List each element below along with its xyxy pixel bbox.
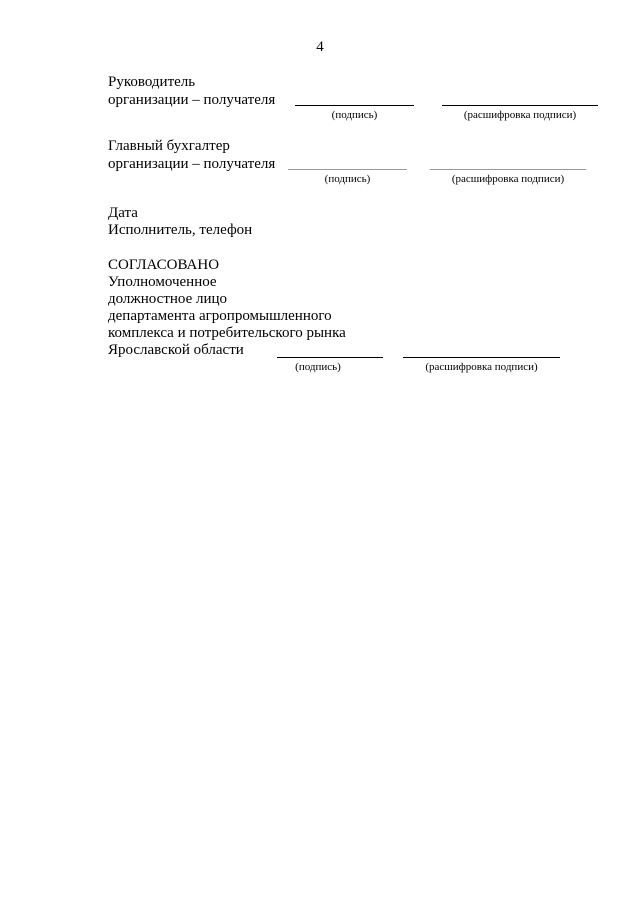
- accountant-signature-caption: (подпись): [324, 173, 371, 185]
- accountant-decode-caption: (расшифровка подписи): [451, 173, 565, 185]
- approved-line3: департамента агропромышленного: [108, 308, 332, 324]
- page-number: 4: [316, 39, 324, 55]
- head-title-line2: организации – получателя: [108, 92, 276, 108]
- approved-signature-line[interactable]: [277, 357, 383, 358]
- approved-signature-caption: (подпись): [295, 361, 341, 373]
- head-decode-caption: (расшифровка подписи): [463, 109, 577, 121]
- head-title-line1: Руководитель: [108, 74, 196, 90]
- head-signature-caption: (подпись): [331, 109, 378, 121]
- approved-line2: должностное лицо: [108, 291, 228, 307]
- approved-heading: СОГЛАСОВАНО: [108, 257, 220, 273]
- date-label: Дата: [108, 205, 138, 221]
- head-signature-decode-line[interactable]: [442, 105, 598, 106]
- approved-line1: Уполномоченное: [108, 274, 217, 290]
- approved-line5: Ярославской области: [108, 342, 244, 358]
- executor-label: Исполнитель, телефон: [108, 222, 253, 238]
- head-signature-line[interactable]: [295, 105, 414, 106]
- approved-signature-decode-line[interactable]: [403, 357, 560, 358]
- approved-line4: комплекса и потребительского рынка: [108, 325, 346, 341]
- accountant-signature-decode-line[interactable]: [430, 169, 586, 170]
- approved-decode-caption: (расшифровка подписи): [425, 361, 538, 373]
- accountant-title-line1: Главный бухгалтер: [108, 138, 230, 154]
- accountant-title-line2: организации – получателя: [108, 156, 276, 172]
- accountant-signature-line[interactable]: [288, 169, 407, 170]
